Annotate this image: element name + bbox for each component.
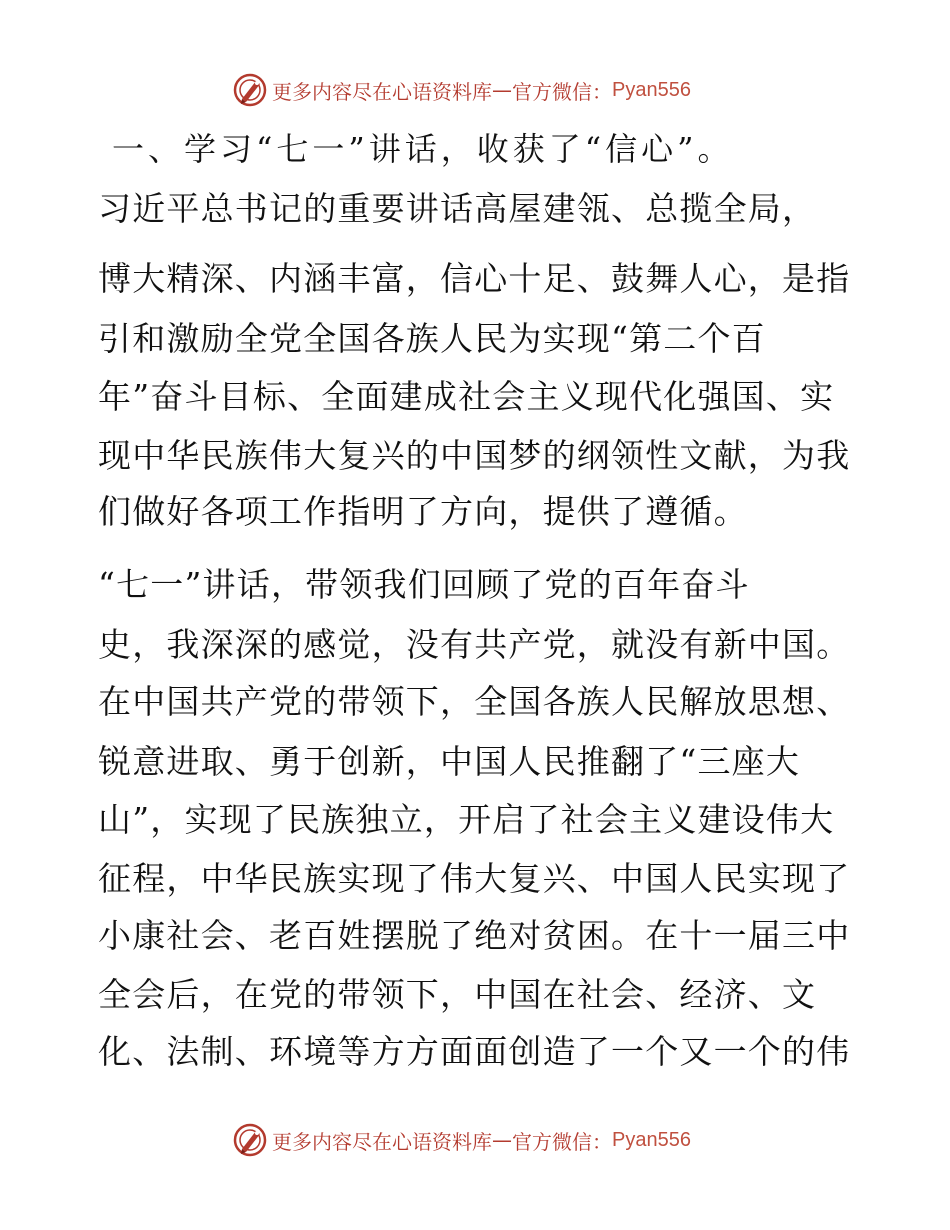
pen-logo-icon — [232, 72, 268, 108]
watermark-text: 更多内容尽在心语资料库 — [272, 79, 492, 104]
paragraph-line: “七一”讲话，带领我们回顾了党的百年奋斗 — [98, 565, 750, 604]
pen-logo-icon — [232, 1122, 268, 1158]
watermark-id: Pyan556 — [612, 78, 691, 101]
watermark-text: 更多内容尽在心语资料库 — [272, 1129, 492, 1154]
watermark-header — [232, 70, 691, 110]
paragraph-line: 引和激励全党全国各族人民为实现“第二个百 — [98, 319, 766, 358]
paragraph-line: 征程，中华民族实现了伟大复兴、中国人民实现了 — [98, 859, 851, 898]
watermark-footer — [232, 1120, 691, 1160]
watermark-label: 官方微信： — [512, 1129, 612, 1154]
paragraph-line: 现中华民族伟大复兴的中国梦的纲领性文献，为我 — [98, 436, 851, 475]
paragraph-line: 史，我深深的感觉，没有共产党，就没有新中国。 — [98, 625, 851, 664]
paragraph-line: 年”奋斗目标、全面建成社会主义现代化强国、实 — [98, 377, 835, 416]
section-heading: 一、学习“七一”讲话，收获了“信心”。 — [112, 130, 734, 168]
watermark-label: 官方微信： — [512, 79, 612, 104]
paragraph-line: 化、法制、环境等方方面面创造了一个又一个的伟 — [98, 1032, 851, 1071]
paragraph-line: 全会后，在党的带领下，中国在社会、经济、文 — [98, 975, 817, 1014]
paragraph-line: 山”，实现了民族独立，开启了社会主义建设伟大 — [98, 800, 835, 839]
watermark-dash: — — [492, 78, 512, 102]
paragraph-line: 小康社会、老百姓摆脱了绝对贫困。在十一届三中 — [98, 916, 851, 955]
paragraph-line: 博大精深、内涵丰富，信心十足、鼓舞人心，是指 — [98, 259, 851, 298]
paragraph-line: 们做好各项工作指明了方向，提供了遵循。 — [98, 492, 748, 531]
paragraph-line: 习近平总书记的重要讲话高屋建瓴、总揽全局， — [98, 189, 817, 228]
paragraph-line: 在中国共产党的带领下，全国各族人民解放思想、 — [98, 682, 851, 721]
watermark-id: Pyan556 — [612, 1128, 691, 1151]
watermark-dash: — — [492, 1128, 512, 1152]
paragraph-line: 锐意进取、勇于创新，中国人民推翻了“三座大 — [98, 742, 801, 781]
